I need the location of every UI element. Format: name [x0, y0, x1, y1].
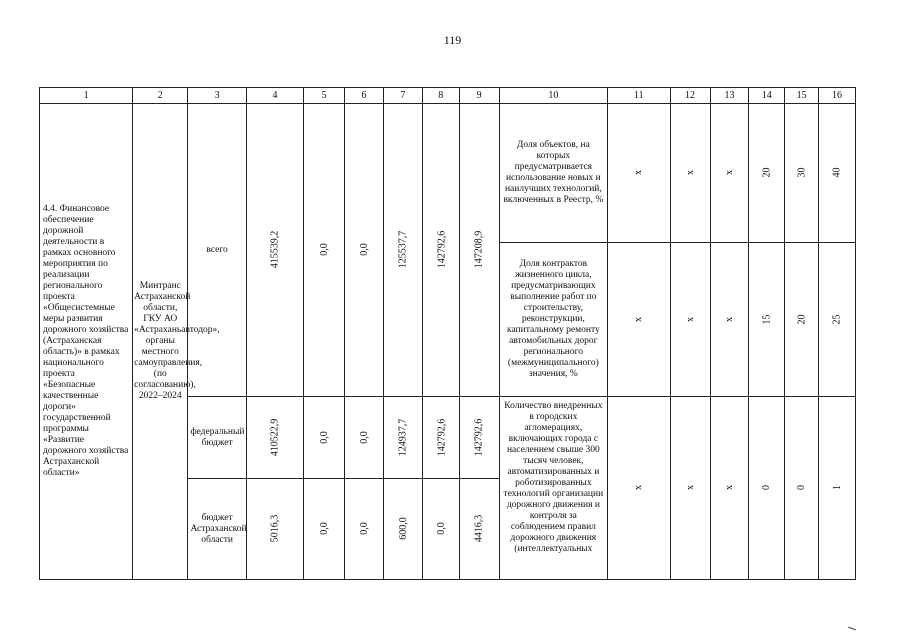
- funding-value: 0,0: [345, 104, 384, 397]
- header-cell: 4: [246, 88, 303, 104]
- header-cell: 2: [133, 88, 188, 104]
- header-cell: 5: [304, 88, 345, 104]
- indicator-value: 1: [819, 397, 856, 580]
- funding-value: 0,0: [304, 479, 345, 580]
- funding-value: 4416,3: [459, 479, 499, 580]
- funding-value: 0,0: [422, 479, 459, 580]
- indicator-value: x: [710, 243, 749, 397]
- header-cell: 15: [785, 88, 819, 104]
- funding-value: 0,0: [304, 397, 345, 479]
- header-cell: 12: [670, 88, 710, 104]
- indicator-value: 20: [785, 243, 819, 397]
- funding-value: 142792,6: [422, 397, 459, 479]
- indicator-value: x: [608, 104, 670, 243]
- funding-source-total: всего: [188, 104, 246, 397]
- indicator-value: 30: [785, 104, 819, 243]
- indicator-value: 0: [785, 397, 819, 580]
- indicator-value: x: [670, 243, 710, 397]
- header-cell: 9: [459, 88, 499, 104]
- indicator-text: Доля контрактов жизненного цикла, предусматривающих выполнение работ по строительству, реконструкции, капитальному ремонту автомобильных дорог регионального (межмуниципального) значения, %: [499, 243, 608, 397]
- indicator-value: x: [710, 397, 749, 580]
- activity-name-cell: 4.4. Финансовое обеспечение дорожной деятельности в рамках основного мероприятия по реализации регионального проекта «Общесистемные меры развития дорожного хозяйства (Астраханская область)» в рамках национального проекта «Безопасные качественные дороги» государственной программы «Развитие дорожного хозяйства Астраханской области»: [40, 104, 133, 580]
- funding-value: 0,0: [304, 104, 345, 397]
- funding-value: 415539,2: [246, 104, 303, 397]
- funding-value: 142792,6: [459, 397, 499, 479]
- header-cell: 10: [499, 88, 608, 104]
- executor-cell: Минтранс Астраханской области, ГКУ АО «Астраханьавтодор», органы местного самоуправления, (по согласованию), 2022–2024: [133, 104, 188, 580]
- page-number: 119: [443, 33, 462, 47]
- indicator-value: x: [608, 397, 670, 580]
- funding-value: 142792,6: [422, 104, 459, 397]
- header-cell: 1: [40, 88, 133, 104]
- funding-source-federal: федеральный бюджет: [188, 397, 246, 479]
- indicator-value: 40: [819, 104, 856, 243]
- funding-value: 5016,3: [246, 479, 303, 580]
- funding-value: 0,0: [345, 479, 384, 580]
- funding-value: 147208,9: [459, 104, 499, 397]
- indicator-text: Доля объектов, на которых предусматривается использование новых и наилучших технологий, включенных в Реестр, %: [499, 104, 608, 243]
- indicator-value: x: [670, 397, 710, 580]
- indicator-value: x: [710, 104, 749, 243]
- header-cell: 13: [710, 88, 749, 104]
- indicator-value: 25: [819, 243, 856, 397]
- indicator-value: 20: [749, 104, 785, 243]
- header-cell: 11: [608, 88, 670, 104]
- indicator-value: 15: [749, 243, 785, 397]
- funding-value: 124937,7: [383, 397, 422, 479]
- funding-value: 600,0: [383, 479, 422, 580]
- header-row: [40, 88, 856, 104]
- indicator-value: 0: [749, 397, 785, 580]
- funding-value: 125537,7: [383, 104, 422, 397]
- indicator-value: x: [608, 243, 670, 397]
- program-table: [39, 87, 856, 580]
- header-cell: 14: [749, 88, 785, 104]
- header-cell: 7: [383, 88, 422, 104]
- funding-source-regional: бюджет Астраханской области: [188, 479, 246, 580]
- funding-value: 0,0: [345, 397, 384, 479]
- scan-mark: [848, 627, 856, 631]
- header-cell: 3: [188, 88, 246, 104]
- header-cell: 16: [819, 88, 856, 104]
- indicator-value: x: [670, 104, 710, 243]
- table-row: [40, 104, 856, 243]
- header-cell: 8: [422, 88, 459, 104]
- header-cell: 6: [345, 88, 384, 104]
- indicator-text: Количество внедренных в городских агломерациях, включающих города с населением свыше 300 тысяч человек, автоматизированных и роботизированных технологий организации дорожного движения и контроля за соблюдением правил дорожного движения (интеллектуальных: [499, 397, 608, 580]
- funding-value: 410522,9: [246, 397, 303, 479]
